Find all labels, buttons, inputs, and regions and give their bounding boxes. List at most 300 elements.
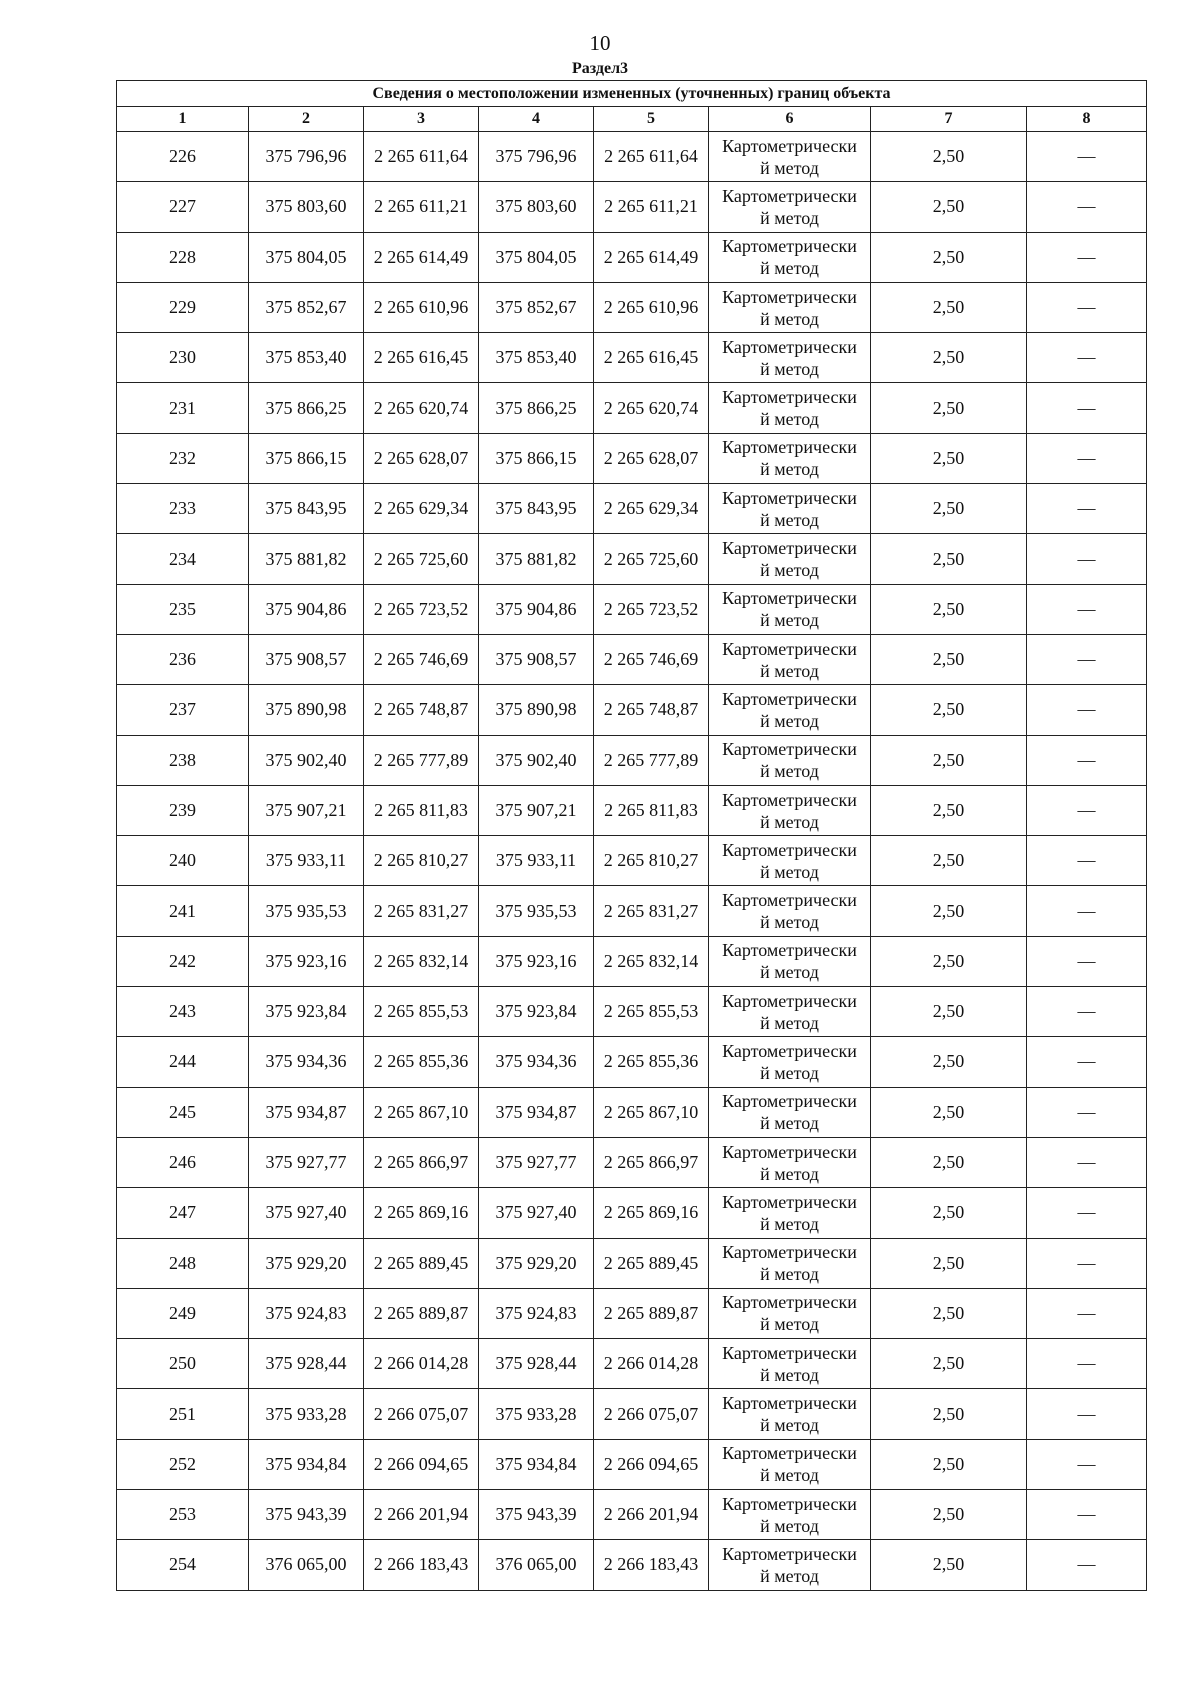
x-coordinate-refined: 375 923,84 — [479, 987, 594, 1037]
coordinates-table — [116, 80, 1147, 1591]
method-line-1: Картометрически — [722, 387, 857, 408]
y-coordinate-refined: 2 266 183,43 — [594, 1540, 709, 1590]
method-line-1: Картометрически — [722, 1493, 857, 1514]
method-line-2: й метод — [760, 1515, 819, 1536]
x-coordinate-existing: 375 934,84 — [249, 1439, 364, 1489]
table-row — [117, 634, 1147, 684]
y-coordinate-existing: 2 265 616,45 — [364, 333, 479, 383]
y-coordinate-refined: 2 265 748,87 — [594, 685, 709, 735]
point-number: 234 — [117, 534, 249, 584]
y-coordinate-existing: 2 266 183,43 — [364, 1540, 479, 1590]
method-cell — [709, 1490, 871, 1540]
table-row — [117, 383, 1147, 433]
x-coordinate-refined: 376 065,00 — [479, 1540, 594, 1590]
method-line-2: й метод — [760, 308, 819, 329]
x-coordinate-existing: 375 927,40 — [249, 1188, 364, 1238]
y-coordinate-existing: 2 265 867,10 — [364, 1087, 479, 1137]
method-cell — [709, 1288, 871, 1338]
description-value: — — [1027, 383, 1147, 433]
method-line-2: й метод — [760, 912, 819, 933]
y-coordinate-refined: 2 265 889,45 — [594, 1238, 709, 1288]
x-coordinate-existing: 375 881,82 — [249, 534, 364, 584]
x-coordinate-refined: 375 890,98 — [479, 685, 594, 735]
method-line-1: Картометрически — [722, 588, 857, 609]
description-value: — — [1027, 1490, 1147, 1540]
point-number: 253 — [117, 1490, 249, 1540]
method-cell — [709, 433, 871, 483]
method-line-1: Картометрически — [722, 185, 857, 206]
method-cell — [709, 383, 871, 433]
method-cell — [709, 1188, 871, 1238]
description-value: — — [1027, 1540, 1147, 1590]
y-coordinate-refined: 2 265 831,27 — [594, 886, 709, 936]
description-value: — — [1027, 484, 1147, 534]
method-line-2: й метод — [760, 1314, 819, 1335]
method-line-1: Картометрически — [722, 1292, 857, 1313]
precision-value: 2,50 — [871, 685, 1027, 735]
x-coordinate-refined: 375 803,60 — [479, 182, 594, 232]
x-coordinate-refined: 375 927,40 — [479, 1188, 594, 1238]
y-coordinate-existing: 2 266 075,07 — [364, 1389, 479, 1439]
x-coordinate-refined: 375 924,83 — [479, 1288, 594, 1338]
method-cell — [709, 1037, 871, 1087]
precision-value: 2,50 — [871, 182, 1027, 232]
table-row — [117, 182, 1147, 232]
precision-value: 2,50 — [871, 132, 1027, 182]
method-cell — [709, 785, 871, 835]
point-number: 252 — [117, 1439, 249, 1489]
x-coordinate-refined: 375 908,57 — [479, 634, 594, 684]
method-line-2: й метод — [760, 610, 819, 631]
y-coordinate-refined: 2 265 611,21 — [594, 182, 709, 232]
method-line-2: й метод — [760, 509, 819, 530]
point-number: 233 — [117, 484, 249, 534]
x-coordinate-existing: 375 934,36 — [249, 1037, 364, 1087]
x-coordinate-existing: 375 933,11 — [249, 836, 364, 886]
method-cell — [709, 182, 871, 232]
column-number-4: 4 — [479, 107, 594, 132]
precision-value: 2,50 — [871, 1540, 1027, 1590]
method-line-1: Картометрически — [722, 1543, 857, 1564]
point-number: 248 — [117, 1238, 249, 1288]
method-line-1: Картометрически — [722, 1141, 857, 1162]
column-number-3: 3 — [364, 107, 479, 132]
y-coordinate-existing: 2 266 094,65 — [364, 1439, 479, 1489]
table-row — [117, 1037, 1147, 1087]
table-caption: Сведения о местоположении измененных (уточненных) границ объекта — [117, 81, 1147, 107]
y-coordinate-refined: 2 265 811,83 — [594, 785, 709, 835]
method-line-1: Картометрически — [722, 990, 857, 1011]
method-cell — [709, 1238, 871, 1288]
table-row — [117, 1087, 1147, 1137]
method-cell — [709, 584, 871, 634]
point-number: 228 — [117, 232, 249, 282]
method-cell — [709, 1439, 871, 1489]
point-number: 251 — [117, 1389, 249, 1439]
y-coordinate-refined: 2 265 746,69 — [594, 634, 709, 684]
x-coordinate-existing: 375 929,20 — [249, 1238, 364, 1288]
table-row — [117, 433, 1147, 483]
table-body — [117, 132, 1147, 1591]
method-line-1: Картометрически — [722, 286, 857, 307]
y-coordinate-refined: 2 265 866,97 — [594, 1137, 709, 1187]
y-coordinate-refined: 2 265 889,87 — [594, 1288, 709, 1338]
description-value: — — [1027, 987, 1147, 1037]
precision-value: 2,50 — [871, 634, 1027, 684]
method-line-2: й метод — [760, 1213, 819, 1234]
point-number: 235 — [117, 584, 249, 634]
description-value: — — [1027, 182, 1147, 232]
table-row — [117, 584, 1147, 634]
y-coordinate-existing: 2 265 610,96 — [364, 282, 479, 332]
precision-value: 2,50 — [871, 936, 1027, 986]
description-value: — — [1027, 232, 1147, 282]
method-cell — [709, 836, 871, 886]
x-coordinate-refined: 375 902,40 — [479, 735, 594, 785]
y-coordinate-refined: 2 265 832,14 — [594, 936, 709, 986]
method-line-2: й метод — [760, 710, 819, 731]
y-coordinate-refined: 2 265 620,74 — [594, 383, 709, 433]
y-coordinate-refined: 2 266 201,94 — [594, 1490, 709, 1540]
y-coordinate-refined: 2 265 614,49 — [594, 232, 709, 282]
y-coordinate-existing: 2 265 614,49 — [364, 232, 479, 282]
table-row — [117, 735, 1147, 785]
y-coordinate-existing: 2 265 611,21 — [364, 182, 479, 232]
description-value: — — [1027, 534, 1147, 584]
method-cell — [709, 132, 871, 182]
table-row — [117, 1389, 1147, 1439]
table-row — [117, 685, 1147, 735]
method-cell — [709, 685, 871, 735]
method-cell — [709, 987, 871, 1037]
method-line-2: й метод — [760, 1565, 819, 1586]
method-line-1: Картометрически — [722, 1191, 857, 1212]
table-row — [117, 1188, 1147, 1238]
x-coordinate-existing: 375 907,21 — [249, 785, 364, 835]
precision-value: 2,50 — [871, 333, 1027, 383]
method-line-2: й метод — [760, 1264, 819, 1285]
description-value: — — [1027, 685, 1147, 735]
method-cell — [709, 232, 871, 282]
precision-value: 2,50 — [871, 735, 1027, 785]
description-value: — — [1027, 886, 1147, 936]
y-coordinate-existing: 2 265 889,45 — [364, 1238, 479, 1288]
precision-value: 2,50 — [871, 785, 1027, 835]
point-number: 241 — [117, 886, 249, 936]
y-coordinate-refined: 2 265 725,60 — [594, 534, 709, 584]
table-row — [117, 987, 1147, 1037]
point-number: 236 — [117, 634, 249, 684]
point-number: 247 — [117, 1188, 249, 1238]
precision-value: 2,50 — [871, 987, 1027, 1037]
x-coordinate-existing: 375 904,86 — [249, 584, 364, 634]
x-coordinate-refined: 375 934,36 — [479, 1037, 594, 1087]
description-value: — — [1027, 1087, 1147, 1137]
table-row — [117, 1439, 1147, 1489]
description-value: — — [1027, 433, 1147, 483]
x-coordinate-existing: 375 927,77 — [249, 1137, 364, 1187]
precision-value: 2,50 — [871, 836, 1027, 886]
x-coordinate-refined: 375 907,21 — [479, 785, 594, 835]
y-coordinate-existing: 2 265 855,36 — [364, 1037, 479, 1087]
x-coordinate-existing: 375 924,83 — [249, 1288, 364, 1338]
column-number-7: 7 — [871, 107, 1027, 132]
precision-value: 2,50 — [871, 232, 1027, 282]
method-cell — [709, 1137, 871, 1187]
x-coordinate-existing: 375 923,84 — [249, 987, 364, 1037]
precision-value: 2,50 — [871, 584, 1027, 634]
column-number-6: 6 — [709, 107, 871, 132]
method-line-2: й метод — [760, 560, 819, 581]
x-coordinate-refined: 375 804,05 — [479, 232, 594, 282]
method-cell — [709, 1087, 871, 1137]
method-line-1: Картометрически — [722, 789, 857, 810]
method-line-1: Картометрически — [722, 739, 857, 760]
y-coordinate-existing: 2 265 748,87 — [364, 685, 479, 735]
x-coordinate-existing: 375 804,05 — [249, 232, 364, 282]
point-number: 250 — [117, 1339, 249, 1389]
method-cell — [709, 282, 871, 332]
description-value: — — [1027, 1439, 1147, 1489]
description-value: — — [1027, 282, 1147, 332]
x-coordinate-refined: 375 853,40 — [479, 333, 594, 383]
method-cell — [709, 484, 871, 534]
y-coordinate-existing: 2 265 869,16 — [364, 1188, 479, 1238]
x-coordinate-existing: 375 935,53 — [249, 886, 364, 936]
table-row — [117, 1339, 1147, 1389]
page-number: 10 — [589, 31, 611, 55]
method-line-2: й метод — [760, 358, 819, 379]
y-coordinate-existing: 2 265 777,89 — [364, 735, 479, 785]
x-coordinate-existing: 376 065,00 — [249, 1540, 364, 1590]
description-value: — — [1027, 785, 1147, 835]
method-line-1: Картометрически — [722, 1242, 857, 1263]
description-value: — — [1027, 1238, 1147, 1288]
method-line-1: Картометрически — [722, 236, 857, 257]
method-line-2: й метод — [760, 811, 819, 832]
x-coordinate-refined: 375 934,84 — [479, 1439, 594, 1489]
method-line-2: й метод — [760, 1163, 819, 1184]
table-row — [117, 936, 1147, 986]
y-coordinate-existing: 2 266 201,94 — [364, 1490, 479, 1540]
method-line-2: й метод — [760, 207, 819, 228]
x-coordinate-existing: 375 852,67 — [249, 282, 364, 332]
y-coordinate-existing: 2 265 629,34 — [364, 484, 479, 534]
y-coordinate-existing: 2 265 725,60 — [364, 534, 479, 584]
point-number: 244 — [117, 1037, 249, 1087]
x-coordinate-refined: 375 904,86 — [479, 584, 594, 634]
x-coordinate-refined: 375 933,28 — [479, 1389, 594, 1439]
table-row — [117, 785, 1147, 835]
table-row — [117, 836, 1147, 886]
precision-value: 2,50 — [871, 1238, 1027, 1288]
precision-value: 2,50 — [871, 1439, 1027, 1489]
method-line-1: Картометрически — [722, 487, 857, 508]
y-coordinate-refined: 2 265 611,64 — [594, 132, 709, 182]
point-number: 230 — [117, 333, 249, 383]
x-coordinate-refined: 375 796,96 — [479, 132, 594, 182]
description-value: — — [1027, 333, 1147, 383]
table-row — [117, 333, 1147, 383]
precision-value: 2,50 — [871, 484, 1027, 534]
y-coordinate-refined: 2 265 616,45 — [594, 333, 709, 383]
method-cell — [709, 735, 871, 785]
table-row — [117, 484, 1147, 534]
y-coordinate-refined: 2 265 629,34 — [594, 484, 709, 534]
method-line-1: Картометрически — [722, 1040, 857, 1061]
x-coordinate-existing: 375 803,60 — [249, 182, 364, 232]
description-value: — — [1027, 1188, 1147, 1238]
column-number-2: 2 — [249, 107, 364, 132]
description-value: — — [1027, 634, 1147, 684]
x-coordinate-existing: 375 866,25 — [249, 383, 364, 433]
y-coordinate-existing: 2 265 889,87 — [364, 1288, 479, 1338]
point-number: 243 — [117, 987, 249, 1037]
method-cell — [709, 634, 871, 684]
method-line-1: Картометрически — [722, 1091, 857, 1112]
x-coordinate-existing: 375 923,16 — [249, 936, 364, 986]
y-coordinate-refined: 2 265 777,89 — [594, 735, 709, 785]
table-row — [117, 232, 1147, 282]
table-row — [117, 132, 1147, 182]
method-cell — [709, 886, 871, 936]
y-coordinate-refined: 2 266 014,28 — [594, 1339, 709, 1389]
y-coordinate-refined: 2 266 094,65 — [594, 1439, 709, 1489]
method-line-1: Картометрически — [722, 437, 857, 458]
y-coordinate-refined: 2 265 610,96 — [594, 282, 709, 332]
description-value: — — [1027, 1037, 1147, 1087]
description-value: — — [1027, 1288, 1147, 1338]
method-line-1: Картометрически — [722, 336, 857, 357]
y-coordinate-existing: 2 265 811,83 — [364, 785, 479, 835]
method-line-2: й метод — [760, 459, 819, 480]
method-line-2: й метод — [760, 157, 819, 178]
section-title: Раздел3 — [571, 60, 629, 77]
column-number-5: 5 — [594, 107, 709, 132]
method-line-2: й метод — [760, 1364, 819, 1385]
method-line-2: й метод — [760, 1415, 819, 1436]
x-coordinate-refined: 375 934,87 — [479, 1087, 594, 1137]
point-number: 242 — [117, 936, 249, 986]
x-coordinate-existing: 375 934,87 — [249, 1087, 364, 1137]
precision-value: 2,50 — [871, 886, 1027, 936]
point-number: 249 — [117, 1288, 249, 1338]
method-line-2: й метод — [760, 1062, 819, 1083]
precision-value: 2,50 — [871, 1288, 1027, 1338]
x-coordinate-existing: 375 943,39 — [249, 1490, 364, 1540]
y-coordinate-existing: 2 265 810,27 — [364, 836, 479, 886]
method-cell — [709, 333, 871, 383]
point-number: 231 — [117, 383, 249, 433]
x-coordinate-refined: 375 881,82 — [479, 534, 594, 584]
column-number-1: 1 — [117, 107, 249, 132]
precision-value: 2,50 — [871, 433, 1027, 483]
point-number: 245 — [117, 1087, 249, 1137]
y-coordinate-refined: 2 265 723,52 — [594, 584, 709, 634]
method-line-1: Картометрически — [722, 538, 857, 559]
x-coordinate-existing: 375 933,28 — [249, 1389, 364, 1439]
x-coordinate-refined: 375 935,53 — [479, 886, 594, 936]
table-row — [117, 1137, 1147, 1187]
y-coordinate-existing: 2 265 746,69 — [364, 634, 479, 684]
y-coordinate-refined: 2 265 855,36 — [594, 1037, 709, 1087]
description-value: — — [1027, 1137, 1147, 1187]
x-coordinate-existing: 375 908,57 — [249, 634, 364, 684]
y-coordinate-existing: 2 265 831,27 — [364, 886, 479, 936]
y-coordinate-existing: 2 265 611,64 — [364, 132, 479, 182]
method-line-1: Картометрически — [722, 890, 857, 911]
description-value: — — [1027, 132, 1147, 182]
method-line-2: й метод — [760, 861, 819, 882]
point-number: 240 — [117, 836, 249, 886]
x-coordinate-refined: 375 928,44 — [479, 1339, 594, 1389]
table-row — [117, 282, 1147, 332]
table-row — [117, 1540, 1147, 1590]
x-coordinate-refined: 375 843,95 — [479, 484, 594, 534]
description-value: — — [1027, 584, 1147, 634]
method-line-2: й метод — [760, 1012, 819, 1033]
method-line-1: Картометрически — [722, 688, 857, 709]
precision-value: 2,50 — [871, 1339, 1027, 1389]
method-line-1: Картометрически — [722, 1443, 857, 1464]
method-line-2: й метод — [760, 761, 819, 782]
method-line-1: Картометрически — [722, 1393, 857, 1414]
x-coordinate-refined: 375 866,15 — [479, 433, 594, 483]
method-line-2: й метод — [760, 962, 819, 983]
x-coordinate-refined: 375 923,16 — [479, 936, 594, 986]
x-coordinate-existing: 375 866,15 — [249, 433, 364, 483]
x-coordinate-existing: 375 796,96 — [249, 132, 364, 182]
x-coordinate-existing: 375 902,40 — [249, 735, 364, 785]
y-coordinate-existing: 2 265 832,14 — [364, 936, 479, 986]
description-value: — — [1027, 1389, 1147, 1439]
method-line-2: й метод — [760, 1465, 819, 1486]
table-row — [117, 886, 1147, 936]
x-coordinate-refined: 375 943,39 — [479, 1490, 594, 1540]
method-line-2: й метод — [760, 258, 819, 279]
point-number: 229 — [117, 282, 249, 332]
method-line-1: Картометрически — [722, 638, 857, 659]
description-value: — — [1027, 735, 1147, 785]
point-number: 246 — [117, 1137, 249, 1187]
method-cell — [709, 1339, 871, 1389]
precision-value: 2,50 — [871, 1490, 1027, 1540]
y-coordinate-refined: 2 265 869,16 — [594, 1188, 709, 1238]
point-number: 237 — [117, 685, 249, 735]
point-number: 232 — [117, 433, 249, 483]
method-cell — [709, 936, 871, 986]
point-number: 239 — [117, 785, 249, 835]
y-coordinate-existing: 2 265 855,53 — [364, 987, 479, 1037]
x-coordinate-existing: 375 928,44 — [249, 1339, 364, 1389]
precision-value: 2,50 — [871, 1137, 1027, 1187]
y-coordinate-existing: 2 266 014,28 — [364, 1339, 479, 1389]
method-line-2: й метод — [760, 1113, 819, 1134]
method-line-2: й метод — [760, 409, 819, 430]
method-cell — [709, 534, 871, 584]
precision-value: 2,50 — [871, 1389, 1027, 1439]
method-cell — [709, 1540, 871, 1590]
precision-value: 2,50 — [871, 1188, 1027, 1238]
column-number-row — [117, 107, 1147, 132]
point-number: 226 — [117, 132, 249, 182]
description-value: — — [1027, 1339, 1147, 1389]
method-line-1: Картометрически — [722, 839, 857, 860]
point-number: 238 — [117, 735, 249, 785]
method-cell — [709, 1389, 871, 1439]
method-line-1: Картометрически — [722, 1342, 857, 1363]
table-row — [117, 1238, 1147, 1288]
